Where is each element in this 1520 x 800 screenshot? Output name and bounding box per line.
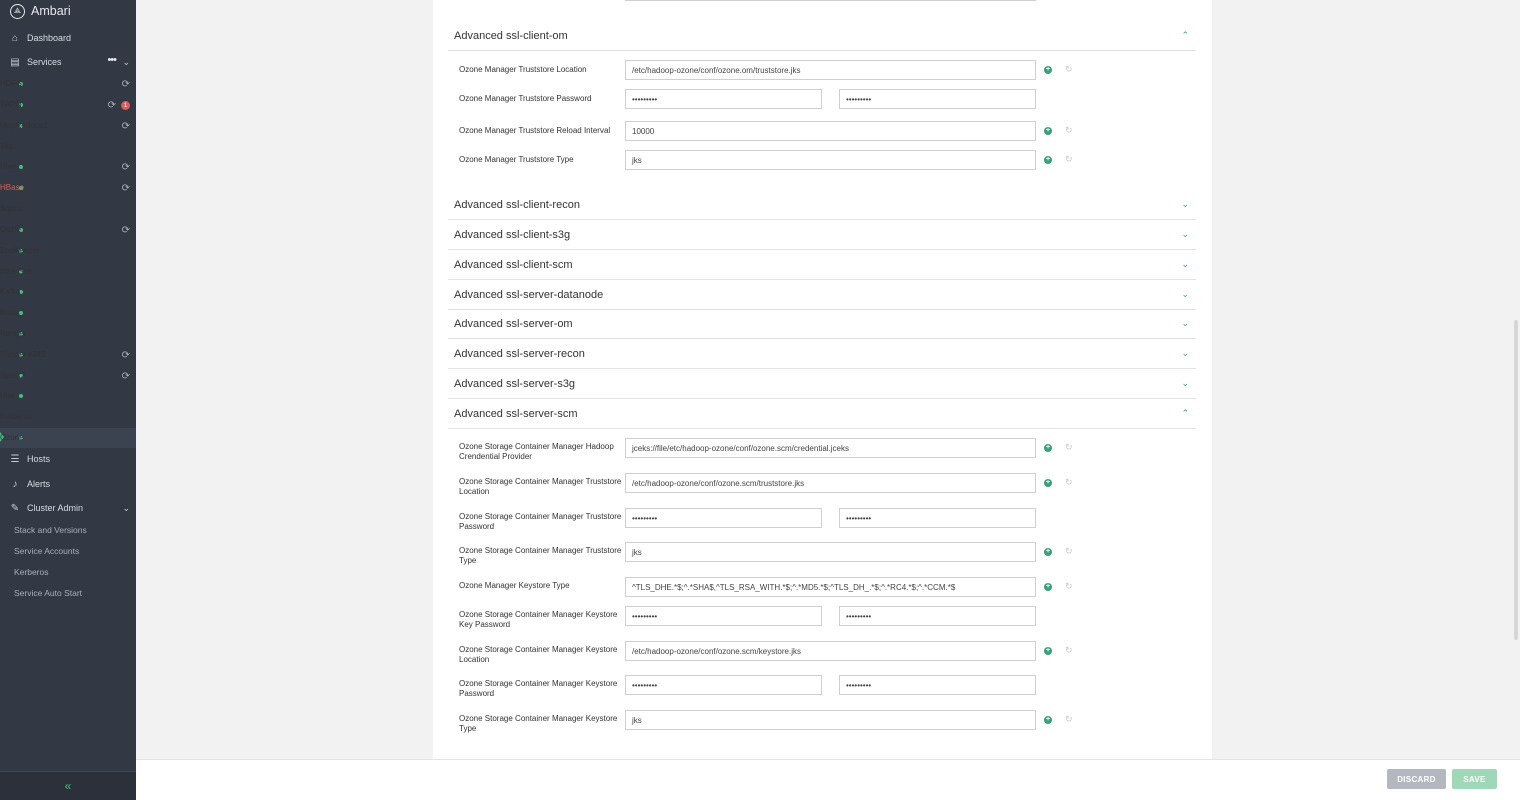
undo-icon[interactable]: ↻: [1065, 714, 1073, 724]
password-input[interactable]: •••••••••: [625, 89, 822, 109]
config-label: Ozone Storage Container Manager Truststore Password: [459, 512, 622, 531]
chevron-down-icon[interactable]: ⌄: [122, 56, 130, 67]
restart-required-icon[interactable]: ⟳: [121, 161, 130, 173]
config-label: Ozone Storage Container Manager Keystore Key Password: [459, 610, 618, 629]
brand[interactable]: [0, 0, 136, 22]
service-label: Infra Solr: [0, 267, 33, 276]
chevron-down-icon: ⌄: [1181, 348, 1189, 358]
nav-services[interactable]: [0, 51, 136, 73]
config-value-input[interactable]: jceks://file/etc/hadoop-ozone/conf/ozone.scm/credential.jceks: [625, 438, 1036, 458]
undo-icon[interactable]: ↻: [1065, 645, 1073, 655]
config-label: Ozone Storage Container Manager Keystore Location: [459, 645, 618, 664]
restart-required-icon[interactable]: ⟳: [121, 182, 130, 194]
services-icon: ▤: [10, 56, 20, 68]
nav-dashboard-label: Dashboard: [27, 33, 72, 43]
section-collapsed[interactable]: Advanced ssl-server-datanode ⌄: [448, 280, 1196, 310]
sidebar-item-service[interactable]: [0, 366, 136, 386]
sidebar-item-service[interactable]: [0, 157, 136, 177]
add-override-icon[interactable]: +: [1045, 66, 1051, 73]
config-label: Ozone Manager Truststore Type: [459, 155, 574, 164]
restart-required-icon[interactable]: ⟳: [121, 120, 130, 132]
undo-icon[interactable]: ↻: [1065, 125, 1073, 135]
config-value-input[interactable]: 10000: [625, 121, 1036, 141]
sidebar-item-stack-versions[interactable]: Stack and Versions: [14, 525, 87, 535]
app-title: Ambari: [31, 4, 71, 18]
wrench-icon: ✎: [10, 502, 20, 514]
add-override-icon[interactable]: +: [1045, 444, 1051, 451]
restart-required-icon[interactable]: ⟳: [107, 99, 116, 111]
config-value-input[interactable]: jks: [625, 150, 1036, 170]
undo-icon[interactable]: ↻: [1065, 64, 1073, 74]
sidebar-item-service[interactable]: [0, 220, 136, 240]
config-value-input[interactable]: /etc/hadoop-ozone/conf/ozone.scm/truststore.jks: [625, 473, 1036, 493]
config-panel: [433, 0, 1212, 759]
undo-icon[interactable]: ↻: [1065, 442, 1073, 452]
config-label: Ozone Storage Container Manager Hadoop Crendential Provider: [459, 442, 614, 461]
sidebar-item-service[interactable]: [0, 324, 136, 344]
restart-required-icon[interactable]: ⟳: [121, 349, 130, 361]
config-label: Ozone Manager Truststore Location: [459, 65, 587, 74]
section-collapsed[interactable]: Advanced ssl-server-s3g ⌄: [448, 369, 1196, 399]
section-ssl-client-om[interactable]: Advanced ssl-client-om ⌃: [448, 21, 1196, 51]
nav-services-label: Services: [27, 57, 62, 67]
service-label: Hue: [0, 391, 15, 400]
service-label: Oozie: [0, 225, 21, 234]
scrollbar[interactable]: [1514, 320, 1518, 640]
sidebar-item-service[interactable]: [0, 74, 136, 94]
config-value-input[interactable]: jks: [625, 542, 1036, 562]
undo-icon[interactable]: ↻: [1065, 546, 1073, 556]
service-label: Kerberos: [0, 412, 33, 421]
add-override-icon[interactable]: +: [1045, 647, 1051, 654]
section-collapsed[interactable]: Advanced ssl-client-recon ⌄: [448, 190, 1196, 220]
sidebar-item-service[interactable]: [0, 262, 136, 282]
nav-dashboard[interactable]: [0, 27, 136, 49]
sidebar-item-kerberos[interactable]: Kerberos: [14, 567, 49, 577]
config-label: Ozone Storage Container Manager Truststore Type: [459, 546, 622, 565]
nav-hosts[interactable]: [0, 448, 136, 470]
discard-button[interactable]: DISCARD: [1387, 769, 1446, 789]
sidebar-item-service[interactable]: [0, 241, 136, 261]
service-label: Hive: [0, 162, 17, 171]
sidebar-item-service-accounts[interactable]: Service Accounts: [14, 546, 80, 556]
service-label: Ranger KMS: [0, 350, 46, 359]
nav-cluster-admin-label: Cluster Admin: [27, 503, 84, 513]
undo-icon[interactable]: ↻: [1065, 477, 1073, 487]
sidebar-item-service[interactable]: [0, 137, 136, 157]
section-collapsed[interactable]: Advanced ssl-server-recon ⌄: [448, 339, 1196, 369]
nav-cluster-admin[interactable]: [0, 497, 136, 519]
config-label: Ozone Storage Container Manager Keystore Type: [459, 714, 618, 733]
chevron-up-icon: ⌃: [1181, 30, 1189, 40]
chevron-down-icon: ⌄: [1181, 378, 1189, 388]
service-label: YARN: [0, 100, 22, 109]
add-override-icon[interactable]: +: [1045, 583, 1051, 590]
undo-icon[interactable]: ↻: [1065, 581, 1073, 591]
service-label: Tez: [0, 142, 13, 151]
add-override-icon[interactable]: +: [1045, 127, 1051, 134]
restart-required-icon[interactable]: ⟳: [121, 78, 130, 90]
services-more-icon[interactable]: •••: [107, 54, 116, 66]
alert-badge[interactable]: 1: [121, 101, 130, 110]
service-label: MapReduce2: [0, 121, 48, 130]
ambari-logo-icon: ⟁: [10, 4, 25, 19]
home-icon: ⌂: [11, 32, 19, 44]
password-input[interactable]: •••••••••: [625, 606, 822, 626]
bell-icon: ♪: [12, 478, 18, 490]
service-label: Spark2: [0, 371, 26, 380]
section-collapsed[interactable]: Advanced ssl-client-scm ⌄: [448, 250, 1196, 280]
save-button[interactable]: SAVE: [1452, 769, 1497, 789]
add-override-icon[interactable]: +: [1045, 156, 1051, 163]
add-override-icon[interactable]: +: [1045, 548, 1051, 555]
chevron-up-icon: ⌃: [1181, 408, 1189, 418]
previous-field-input[interactable]: [625, 0, 1036, 1]
restart-required-icon[interactable]: ⟳: [121, 224, 130, 236]
nav-alerts-label: Alerts: [27, 479, 51, 489]
chevron-down-icon: ⌄: [1181, 318, 1189, 328]
nav-alerts[interactable]: [0, 473, 136, 495]
config-label: Ozone Manager Truststore Password: [459, 94, 592, 103]
double-chevron-left-icon: «: [64, 779, 72, 793]
section-collapsed[interactable]: Advanced ssl-client-s3g ⌄: [448, 220, 1196, 250]
config-label: Ozone Manager Keystore Type: [459, 581, 570, 590]
sidebar-item-service[interactable]: [0, 282, 136, 302]
sidebar-item-service[interactable]: [0, 428, 136, 448]
password-input[interactable]: •••••••••: [625, 508, 822, 528]
collapse-sidebar-button[interactable]: [0, 771, 136, 800]
config-label: Ozone Storage Container Manager Keystore Password: [459, 679, 618, 698]
service-label: Ozone: [0, 433, 24, 442]
sidebar-item-service[interactable]: [0, 303, 136, 323]
section-collapsed[interactable]: Advanced ssl-server-om ⌄: [448, 309, 1196, 339]
sidebar-item-service[interactable]: [0, 116, 136, 136]
password-confirm-input[interactable]: •••••••••: [839, 675, 1036, 695]
service-label: Kafka: [0, 287, 21, 296]
chevron-down-icon: ⌄: [1181, 259, 1189, 269]
config-value-input[interactable]: ^TLS_DHE.*$;^.*SHA$,^TLS_RSA_WITH.*$;^.*MD5.*$;^TLS_DH_.*$;^.*RC4.*$;^.*CCM.*$: [625, 577, 1036, 597]
config-label: Ozone Manager Truststore Reload Interval: [459, 126, 611, 135]
service-label: Ranger: [0, 329, 27, 338]
footer-bar: [136, 759, 1520, 800]
password-confirm-input[interactable]: •••••••••: [839, 606, 1036, 626]
chevron-down-icon: ⌄: [1181, 229, 1189, 239]
add-override-icon[interactable]: +: [1045, 716, 1051, 723]
sidebar-item-service-auto-start[interactable]: Service Auto Start: [14, 588, 83, 598]
chevron-down-icon[interactable]: ⌄: [122, 502, 130, 513]
undo-icon[interactable]: ↻: [1065, 154, 1073, 164]
section-ssl-server-scm[interactable]: Advanced ssl-server-scm ⌃: [448, 399, 1196, 429]
sidebar-item-service[interactable]: [0, 199, 136, 219]
password-input[interactable]: •••••••••: [625, 675, 822, 695]
service-label: Sqoop: [0, 204, 24, 213]
sidebar: [0, 0, 136, 800]
main-content: [136, 0, 1520, 759]
config-value-input[interactable]: /etc/hadoop-ozone/conf/ozone.scm/keystore.jks: [625, 641, 1036, 661]
config-label: Ozone Storage Container Manager Truststore Location: [459, 477, 622, 496]
sidebar-item-service[interactable]: [0, 178, 136, 198]
chevron-down-icon: ⌄: [1181, 289, 1189, 299]
service-label: ZooKeeper: [0, 246, 40, 255]
chevron-down-icon: ⌄: [1181, 199, 1189, 209]
hosts-icon: ☰: [10, 453, 20, 465]
service-label: Knox: [0, 308, 19, 317]
sidebar-item-service[interactable]: [0, 407, 136, 427]
restart-required-icon[interactable]: ⟳: [121, 370, 130, 382]
config-value-input[interactable]: jks: [625, 710, 1036, 730]
password-confirm-input[interactable]: •••••••••: [839, 508, 1036, 528]
sidebar-item-service[interactable]: [0, 95, 136, 115]
nav-hosts-label: Hosts: [27, 454, 51, 464]
password-confirm-input[interactable]: •••••••••: [839, 89, 1036, 109]
config-value-input[interactable]: /etc/hadoop-ozone/conf/ozone.om/truststore.jks: [625, 60, 1036, 80]
sidebar-item-service[interactable]: [0, 345, 136, 365]
service-label: HDFS: [0, 79, 22, 88]
sidebar-item-service[interactable]: [0, 386, 136, 406]
add-override-icon[interactable]: +: [1045, 479, 1051, 486]
service-label: HBase: [0, 183, 25, 192]
